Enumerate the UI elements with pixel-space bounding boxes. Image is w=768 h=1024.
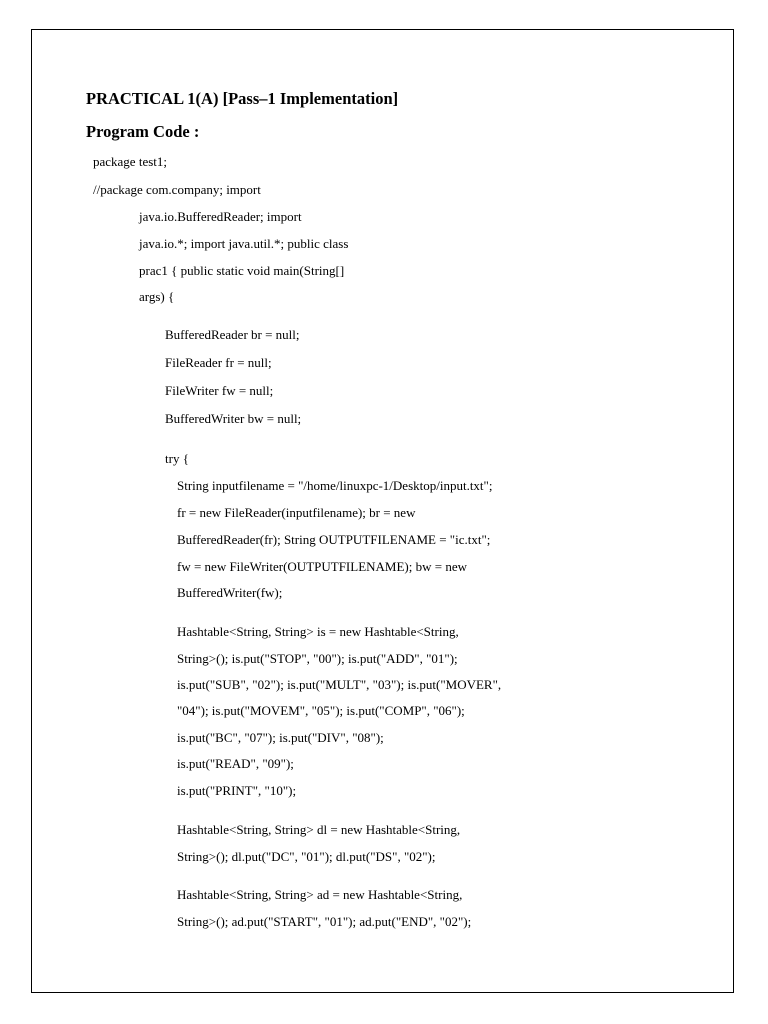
code-line: package test1; — [93, 154, 167, 169]
code-line: java.io.BufferedReader; import — [139, 209, 302, 224]
code-line: Hashtable<String, String> ad = new Hashtable<String, — [177, 887, 463, 902]
code-line: String inputfilename = "/home/linuxpc-1/Desktop/input.txt"; — [177, 478, 493, 493]
code-line: FileWriter fw = null; — [165, 383, 274, 398]
code-line: BufferedReader(fr); String OUTPUTFILENAME = "ic.txt"; — [177, 532, 491, 547]
code-line: is.put("READ", "09"); — [177, 756, 294, 771]
code-line: //package com.company; import — [93, 182, 261, 197]
code-line: java.io.*; import java.util.*; public class — [139, 236, 349, 251]
code-line: String>(); dl.put("DC", "01"); dl.put("DS", "02"); — [177, 849, 436, 864]
code-line: String>(); is.put("STOP", "00"); is.put("ADD", "01"); — [177, 651, 458, 666]
code-line: is.put("BC", "07"); is.put("DIV", "08"); — [177, 730, 384, 745]
code-line: args) { — [139, 289, 175, 304]
code-line: fr = new FileReader(inputfilename); br = new — [177, 505, 416, 520]
code-line: FileReader fr = null; — [165, 355, 272, 370]
code-line: prac1 { public static void main(String[] — [139, 263, 345, 278]
code-line: Hashtable<String, String> is = new Hashtable<String, — [177, 624, 459, 639]
code-line: String>(); ad.put("START", "01"); ad.put("END", "02"); — [177, 914, 472, 929]
section-heading: Program Code : — [86, 122, 200, 141]
code-line: fw = new FileWriter(OUTPUTFILENAME); bw = new — [177, 559, 467, 574]
code-line: BufferedWriter bw = null; — [165, 411, 302, 426]
code-line: BufferedWriter(fw); — [177, 585, 283, 600]
code-line: Hashtable<String, String> dl = new Hashtable<String, — [177, 822, 461, 837]
practical-title: PRACTICAL 1(A) [Pass–1 Implementation] — [86, 89, 399, 108]
code-line: try { — [165, 451, 189, 466]
code-line: BufferedReader br = null; — [165, 327, 300, 342]
code-line: "04"); is.put("MOVEM", "05"); is.put("COMP", "06"); — [177, 703, 465, 718]
code-line: is.put("PRINT", "10"); — [177, 783, 297, 798]
code-line: is.put("SUB", "02"); is.put("MULT", "03"); is.put("MOVER", — [177, 677, 502, 692]
